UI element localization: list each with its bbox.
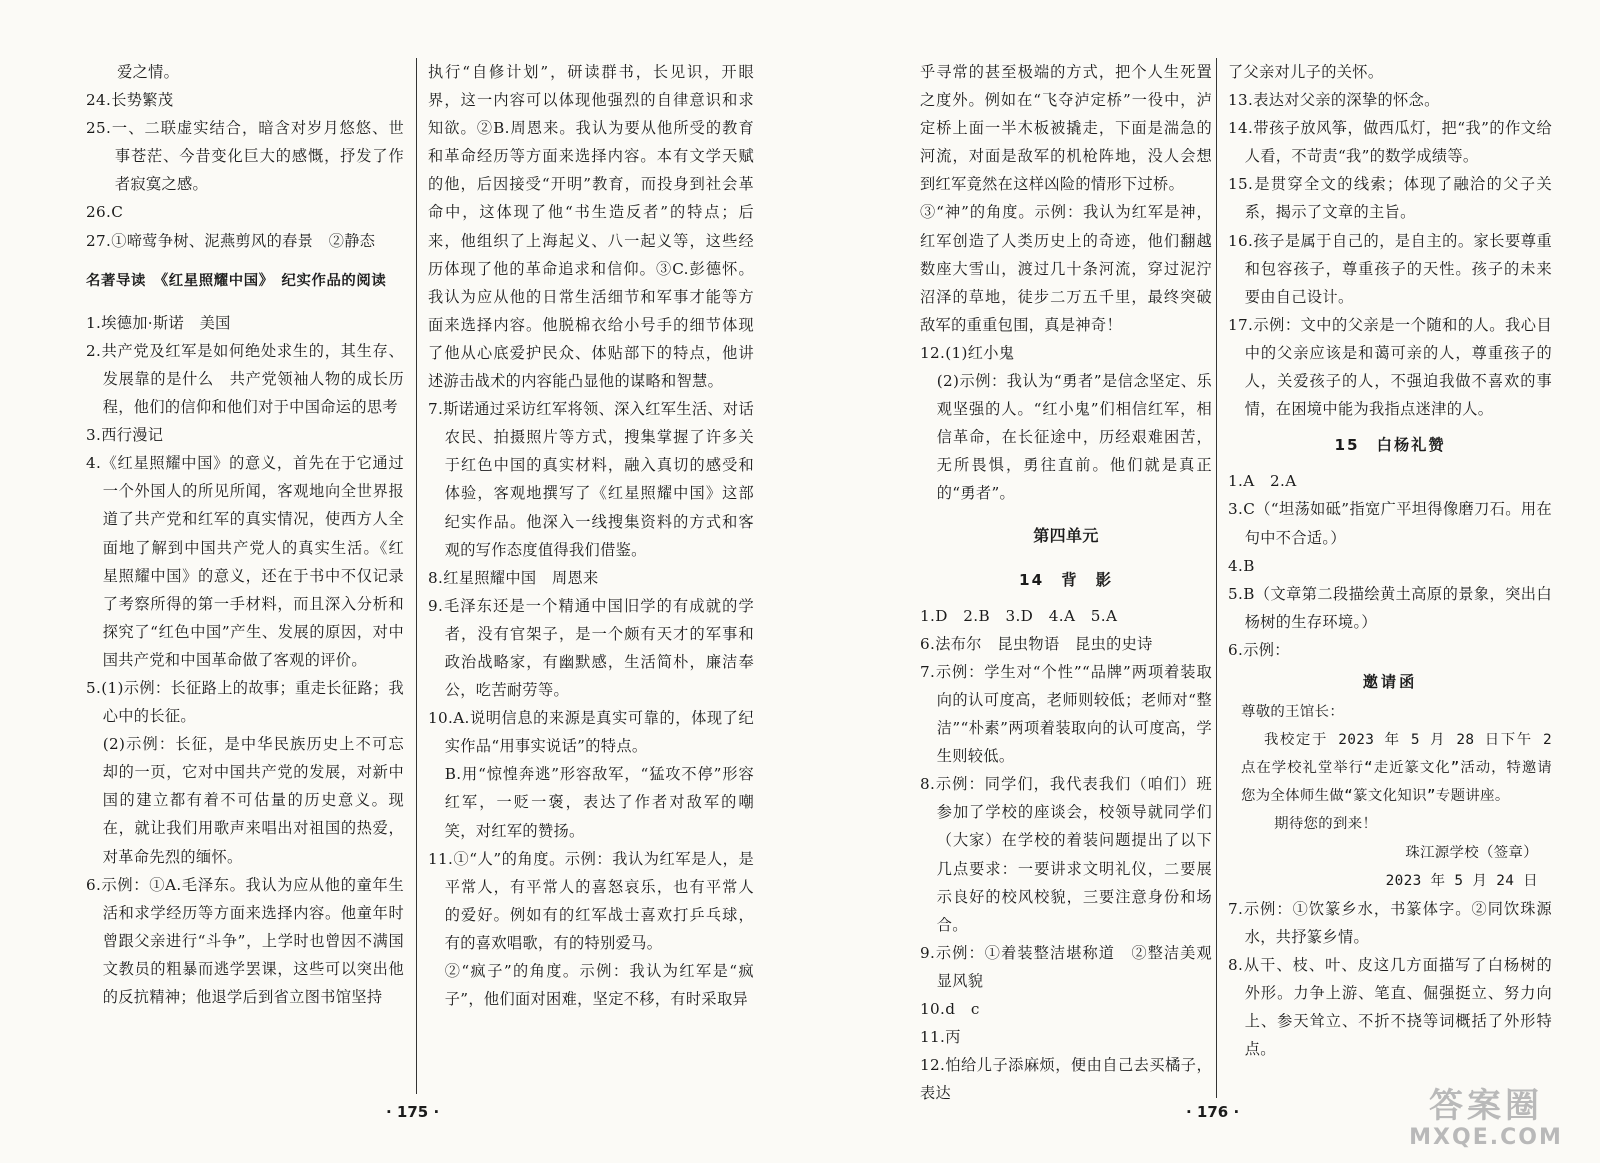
answer-item: 5.(1)示例：长征路上的故事；重走长征路；我心中的长征。	[86, 678, 404, 726]
column-2	[428, 58, 754, 1098]
unit-title: 第四单元	[1033, 525, 1099, 545]
answer-item: 13.表达对父亲的深挚的怀念。	[1228, 91, 1440, 110]
answer-item: 3.西行漫记	[86, 426, 164, 445]
answer-item: 7.示例：学生对“个性”“品牌”两项着装取向的认可度高，老师则较低；老师对“整洁”“朴素”两项着装取向的认可度高，学生则较低。	[920, 662, 1212, 766]
answer-item: 爱之情。	[86, 63, 180, 81]
letter-title: 邀请函	[1362, 672, 1418, 691]
site-watermark-logo	[1398, 1086, 1574, 1158]
letter-body: 我校定于 2023 年 5 月 28 日下午 2 点在学校礼堂举行“走近篆文化”活动，特邀请您为全体师生做“篆文化知识”专题讲座。	[1240, 732, 1552, 805]
answer-item: ②“疯子”的角度。示例：我认为红军是“疯子”，他们面对困难，坚定不移，有时采取异	[444, 962, 754, 1009]
answer-item: 24.长势繁茂	[86, 91, 174, 110]
answer-item: 27.①啼莺争树、泥燕剪风的春景 ②静态	[86, 231, 376, 250]
watermark-top-text: 答案圈	[1429, 1086, 1543, 1126]
answer-item: 6.示例：	[1228, 640, 1290, 659]
invitation-letter	[1228, 668, 1552, 895]
answer-item: 1.A 2.A	[1228, 472, 1297, 491]
page-number-right: · 176 ·	[1186, 1103, 1240, 1121]
answer-item: 26.C	[86, 203, 124, 222]
answer-item: 4.《红星照耀中国》的意义，首先在于它通过一个外国人的所见所闻，客观地向全世界报道了共产党和红军的真实情况，使西方人全面地了解到中国共产党人的真实生活。《红星照耀中国》的意义，还在于书中不仅记录了考察所得的第一手材料，而且深入分析和探究了“红色中国”产生、发展的原因，对中国共产党和中国革命做了客观的评价。	[86, 454, 404, 669]
letter-date: 2023 年 5 月 24 日	[1385, 872, 1538, 889]
answer-item: 25.一、二联虚实结合，暗含对岁月悠悠、世事苍茫、今昔变化巨大的感慨，抒发了作者寂寞之感。	[86, 119, 404, 194]
column-1	[86, 58, 404, 1098]
answer-item: (2)示例：我认为“勇者”是信念坚定、乐观坚强的人。“红小鬼”们相信红军，相信革命，在长征途中，历经艰难困苦，无所畏惧，勇往直前。他们就是真正的“勇者”。	[936, 372, 1212, 503]
answer-item: 执行“自修计划”，研读群书，长见识，开眼界，这一内容可以体现他强烈的自律意识和求知欲。②B.周恩来。我认为要从他所受的教育和革命经历等方面来选择内容。本有文学天赋的他，后因接受“开明”教育，而投身到社会革命中，这体现了他“书生造反者”的特点；后来，他组织了上海起义、八一起义等，这些经历体现了他的革命追求和信仰。③C.彭德怀。我认为应从他的日常生活细节和军事才能等方面来选择内容。他脱棉衣给小号手的细节体现了他从心底爱护民众、体贴部下的特点，他讲述游击战术的内容能凸显他的谋略和智慧。	[428, 63, 754, 391]
watermark-url-text: MXQE.COM	[1409, 1125, 1563, 1150]
answer-item: 12.怕给儿子添麻烦，便由自己去买橘子，表达	[920, 1056, 1212, 1103]
section-title: 名著导读 《红星照耀中国》 纪实作品的阅读	[86, 272, 387, 289]
answer-item: 6.法布尔 昆虫物语 昆虫的史诗	[920, 634, 1153, 653]
answer-item: 10.A.说明信息的来源是真实可靠的，体现了纪实作品“用事实说话”的特点。	[428, 709, 754, 756]
answer-item: ③“神”的角度。示例：我认为红军是神，红军创造了人类历史上的奇迹，他们翻越数座大雪山，渡过几十条河流，穿过泥泞沼泽的草地，徒步二万五千里，最终突破敌军的重重包围，真是神奇！	[920, 203, 1212, 334]
letter-greeting: 尊敬的王馆长：	[1240, 704, 1345, 721]
answer-item: 6.示例：①A.毛泽东。我认为应从他的童年生活和求学经历等方面来选择内容。他童年时曾跟父亲进行“斗争”，上学时也曾因不满国文教员的粗暴而逃学罢课，这些可以突出他的反抗精神；他退学后到省立图书馆坚持	[86, 875, 404, 1006]
column-4	[1228, 58, 1552, 1118]
answer-item: B.用“惊惶奔逃”形容敌军，“猛攻不停”形容红军，一贬一褒，表达了作者对敌军的嘲笑，对红军的赞扬。	[444, 765, 754, 840]
column-3	[920, 58, 1212, 1138]
answer-item: 11.丙	[920, 1028, 961, 1047]
column-divider-left	[416, 58, 417, 1094]
page-number-left: · 175 ·	[386, 1103, 440, 1121]
answer-item: 12.(1)红小鬼	[920, 343, 1015, 362]
lesson-title: 14 背 影	[1019, 570, 1113, 589]
answer-item: 7.示例：①饮篆乡水，书篆体字。②同饮珠源水，共抒篆乡情。	[1228, 899, 1552, 946]
answer-item: 4.B	[1228, 556, 1255, 575]
answer-item: 8.示例：同学们，我代表我们（咱们）班参加了学校的座谈会，校领导就同学们（大家）在学校的着装问题提出了以下几点要求：一要讲求文明礼仪，二要展示良好的校风校貌，三要注意身份和场合。	[920, 775, 1212, 934]
answer-item: (2)示例：长征，是中华民族历史上不可忘却的一页，它对中国共产党的发展，对新中国的建立都有着不可估量的历史意义。现在，就让我们用歌声来唱出对祖国的热爱，对革命先烈的缅怀。	[102, 735, 404, 866]
answer-item: 9.毛泽东还是一个精通中国旧学的有成就的学者，没有官架子，是一个颇有天才的军事和政治战略家，有幽默感，生活简朴，廉洁奉公，吃苦耐劳等。	[428, 596, 754, 700]
lesson-title: 15 白杨礼赞	[1334, 436, 1446, 455]
answer-item: 1.D 2.B 3.D 4.A 5.A	[920, 606, 1118, 625]
answer-item: 了父亲对儿子的关怀。	[1228, 63, 1384, 81]
answer-item: 7.斯诺通过采访红军将领、深入红军生活、对话农民、拍摄照片等方式，搜集掌握了许多关于红色中国的真实材料，融入真切的感受和体验，客观地撰写了《红星照耀中国》这部纪实作品。他深入一线搜集资料的方式和客观的写作态度值得我们借鉴。	[428, 400, 754, 559]
answer-item: 15.是贯穿全文的线索；体现了融洽的父子关系，揭示了文章的主旨。	[1228, 175, 1552, 222]
answer-item: 10.d c	[920, 1000, 980, 1018]
answer-item: 乎寻常的甚至极端的方式，把个人生死置之度外。例如在“飞夺泸定桥”一役中，泸定桥上面一半木板被撬走，下面是湍急的河流，对面是敌军的机枪阵地，没人会想到红军竟然在这样凶险的情形下过桥。	[920, 63, 1212, 194]
answer-item: 11.①“人”的角度。示例：我认为红军是人，是平常人，有平常人的喜怒哀乐，也有平常人的爱好。例如有的红军战士喜欢打乒乓球，有的喜欢唱歌，有的特别爱马。	[428, 849, 754, 952]
letter-closing: 期待您的到来！	[1274, 816, 1378, 833]
answer-item: 9.示例：①着装整洁堪称道 ②整洁美观显风貌	[920, 943, 1212, 990]
answer-item: 1.埃德加·斯诺 美国	[86, 313, 231, 332]
answer-item: 2.共产党及红军是如何绝处求生的，其生存、发展靠的是什么 共产党领袖人物的成长历程，他们的信仰和他们对于中国命运的思考	[86, 341, 404, 417]
answer-item: 5.B（文章第二段描绘黄土高原的景象，突出白杨树的生存环境。）	[1228, 584, 1552, 631]
letter-signature: 珠江源学校（签章）	[1405, 844, 1538, 861]
column-divider-right	[1216, 58, 1217, 1098]
answer-item: 14.带孩子放风筝，做西瓜灯，把“我”的作文给人看，不苛责“我”的数学成绩等。	[1228, 119, 1552, 166]
answer-item: 17.示例：文中的父亲是一个随和的人。我心目中的父亲应该是和蔼可亲的人，尊重孩子的人，关爱孩子的人，不强迫我做不喜欢的事情，在困境中能为我指点迷津的人。	[1228, 315, 1552, 419]
answer-item: 8.从干、枝、叶、皮这几方面描写了白杨树的外形。力争上游、笔直、倔强挺立、努力向上、参天耸立、不折不挠等词概括了外形特点。	[1228, 955, 1552, 1059]
answer-item: 3.C（“坦荡如砥”指宽广平坦得像磨刀石。用在句中不合适。）	[1228, 500, 1552, 547]
answer-item: 16.孩子是属于自己的，是自主的。家长要尊重和包容孩子，尊重孩子的天性。孩子的未来要由自己设计。	[1228, 231, 1552, 306]
answer-item: 8.红星照耀中国 周恩来	[428, 568, 599, 587]
